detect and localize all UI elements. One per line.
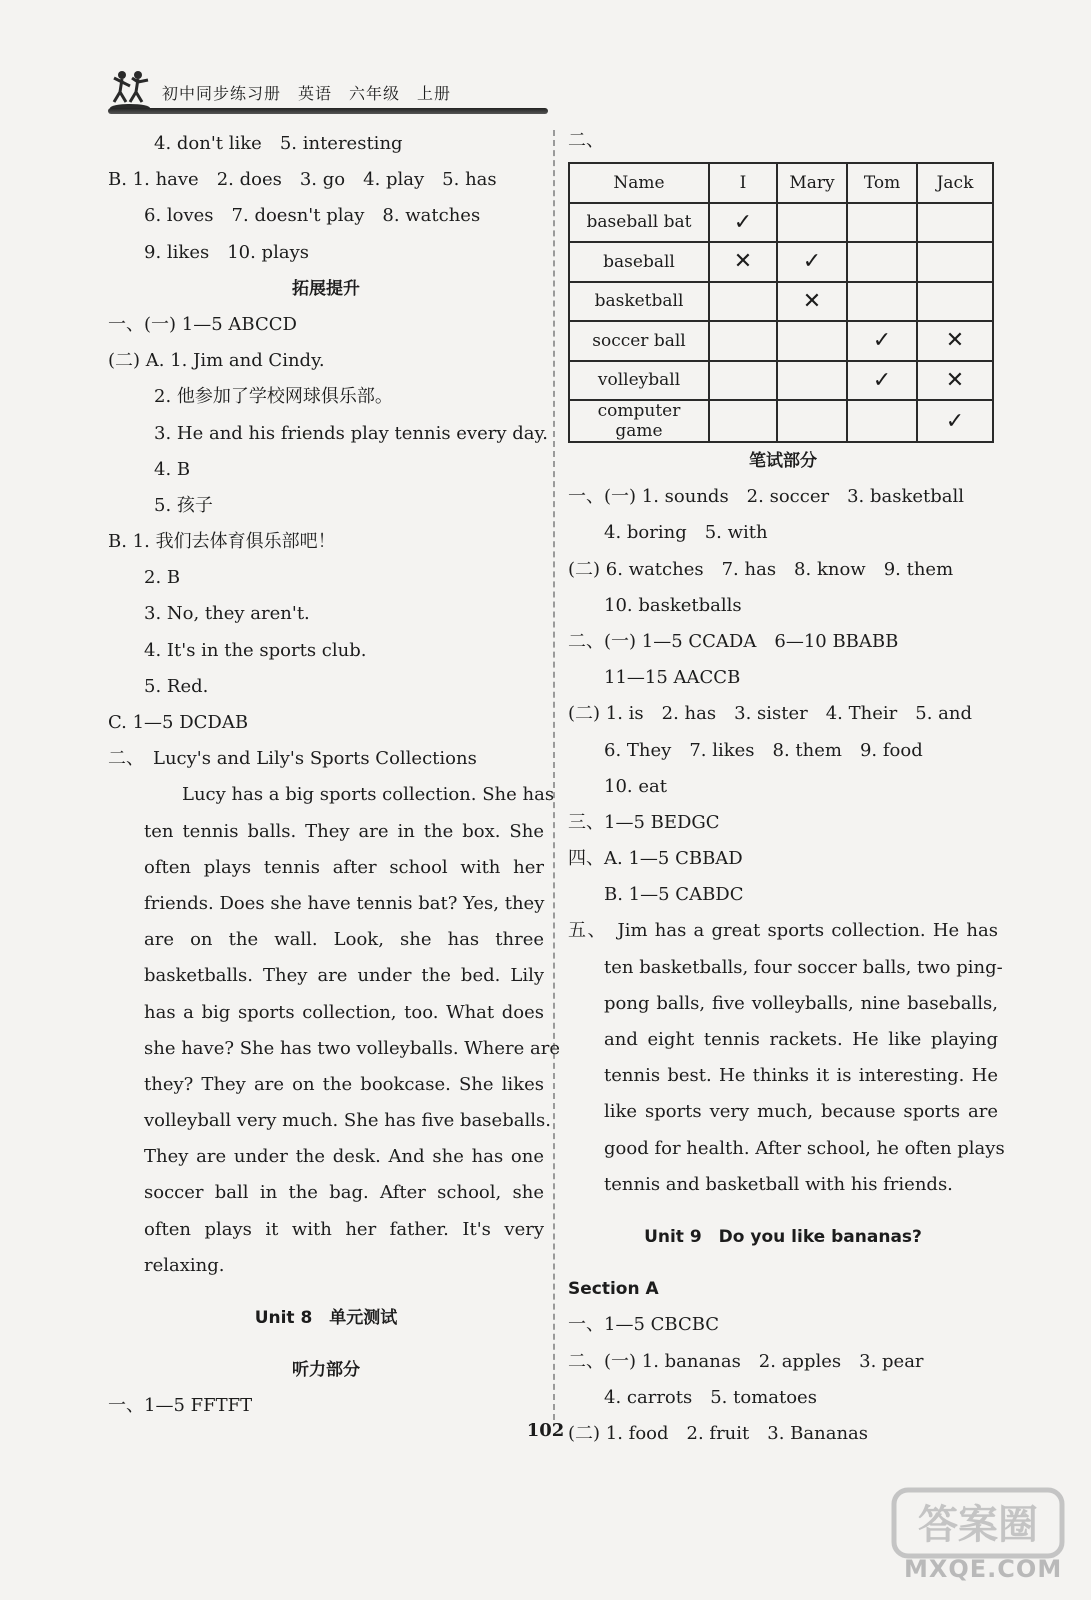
item-cell: volleyball: [569, 361, 709, 401]
survey-table: [568, 162, 994, 443]
answer-line: B. 1. 我们去体育俱乐部吧！: [108, 531, 336, 553]
listening-section-heading: 听力部分: [292, 1360, 360, 1381]
left-column: [108, 126, 561, 1425]
spacer: [108, 1284, 544, 1300]
check-mark-icon: ✓: [847, 361, 917, 401]
answer-line: 4. carrots 5. tomatoes: [604, 1386, 817, 1408]
answer-line: 5. 孩子: [154, 494, 213, 516]
check-mark-icon: ✓: [777, 242, 847, 282]
spacer: [568, 1203, 998, 1219]
right-column: [568, 126, 1005, 1452]
item-cell: baseball bat: [569, 203, 709, 243]
answer-line: B. 1. have 2. does 3. go 4. play 5. has: [108, 169, 497, 191]
unit-9-heading: Unit 9 Do you like bananas?: [644, 1226, 922, 1247]
answer-line: 3. He and his friends play tennis every day.: [154, 422, 549, 444]
runners-logo-icon: [108, 66, 156, 114]
answer-line: 11—15 AACCB: [604, 667, 741, 689]
answer-line: 三、1—5 BEDGC: [568, 811, 720, 833]
cross-mark-icon: ✕: [709, 242, 777, 282]
answer-line: 一、1—5 CBCBC: [568, 1314, 720, 1336]
table-row: [569, 361, 993, 401]
essay-title: 二、 Lucy's and Lily's Sports Collections: [108, 748, 477, 770]
essay-line: like sports very much, because sports are: [604, 1101, 998, 1123]
cross-mark-icon: ✕: [917, 361, 993, 401]
essay-line: pong balls, five volleyballs, nine baseballs,: [604, 992, 998, 1014]
answer-line: (二) A. 1. Jim and Cindy.: [108, 350, 325, 372]
answer-line: 10. basketballs: [604, 594, 742, 616]
mark-cell: [917, 203, 993, 243]
header-cell: I: [709, 163, 777, 203]
section-a-heading: Section A: [568, 1279, 659, 1300]
answer-line: 10. eat: [604, 775, 667, 797]
mark-cell: [709, 400, 777, 442]
table-row: [569, 203, 993, 243]
answer-line: 9. likes 10. plays: [144, 241, 309, 263]
mark-cell: [847, 400, 917, 442]
header-cell: Tom: [847, 163, 917, 203]
header-cell: Mary: [777, 163, 847, 203]
mark-cell: [709, 282, 777, 322]
answer-line: 2. B: [144, 567, 181, 589]
answer-line: C. 1—5 DCDAB: [108, 712, 249, 733]
mark-cell: [777, 203, 847, 243]
answer-line: 4. don't like 5. interesting: [154, 133, 403, 154]
essay-line: tennis and basketball with his friends.: [604, 1173, 953, 1195]
mark-cell: [709, 321, 777, 361]
answer-line: (二) 1. food 2. fruit 3. Bananas: [568, 1422, 869, 1444]
mark-cell: [917, 242, 993, 282]
header-underline: [108, 108, 548, 114]
item-cell: baseball: [569, 242, 709, 282]
answer-line: (二) 1. is 2. has 3. sister 4. Their 5. and: [568, 703, 972, 725]
written-section-heading: 笔试部分: [749, 451, 817, 471]
cross-mark-icon: ✕: [917, 321, 993, 361]
answer-line: 4. boring 5. with: [604, 522, 768, 544]
mark-cell: [847, 282, 917, 322]
essay-line: They are under the desk. And she has one: [144, 1146, 544, 1168]
table-row: [569, 282, 993, 322]
answer-line: 一、(一) 1. sounds 2. soccer 3. basketball: [568, 486, 965, 508]
essay-line: relaxing.: [144, 1254, 225, 1276]
mark-cell: [777, 321, 847, 361]
answer-line: 4. B: [154, 458, 191, 480]
answer-line: 一、1—5 FFTFT: [108, 1395, 253, 1417]
watermark-chars: 答案圈: [918, 1502, 1038, 1548]
mark-cell: [777, 361, 847, 401]
answer-line: 4. It's in the sports club.: [144, 639, 367, 661]
essay-line: has a big sports collection, too. What does: [144, 1001, 544, 1023]
item-cell: basketball: [569, 282, 709, 322]
answer-line: 5. Red.: [144, 675, 209, 697]
essay-line: good for health. After school, he often plays: [604, 1137, 1005, 1159]
table-label: 二、: [568, 130, 604, 151]
essay-line: basketballs. They are under the bed. Lily: [144, 965, 544, 987]
essay-line: volleyball very much. She has five baseballs.: [144, 1110, 551, 1132]
page-number: 102: [526, 1420, 565, 1441]
answer-line: 四、A. 1—5 CBBAD: [568, 848, 743, 870]
essay-line: 五、 Jim has a great sports collection. He has: [568, 920, 998, 942]
item-cell: computer game: [569, 400, 709, 442]
essay-line: friends. Does she have tennis bat? Yes, they: [144, 892, 545, 914]
header-cell: Jack: [917, 163, 993, 203]
answer-line: 3. No, they aren't.: [144, 603, 310, 625]
spacer: [568, 1255, 998, 1271]
section-heading: 拓展提升: [292, 278, 360, 299]
mark-cell: [777, 400, 847, 442]
essay-line: soccer ball in the bag. After school, she: [144, 1182, 544, 1204]
cross-mark-icon: ✕: [777, 282, 847, 322]
answer-line: 6. loves 7. doesn't play 8. watches: [144, 205, 481, 227]
spacer: [108, 1336, 544, 1352]
item-cell: soccer ball: [569, 321, 709, 361]
essay-line: often plays it with her father. It's very: [144, 1218, 544, 1240]
answer-line: (二) 6. watches 7. has 8. know 9. them: [568, 558, 954, 580]
table-row: [569, 400, 993, 442]
essay-line: Lucy has a big sports collection. She has: [182, 784, 555, 806]
answer-line: 二、(一) 1. bananas 2. apples 3. pear: [568, 1350, 924, 1372]
answer-line: 2. 他参加了学校网球俱乐部。: [154, 386, 393, 408]
essay-line: tennis best. He thinks it is interesting. He: [604, 1065, 998, 1087]
essay-line: often plays tennis after school with her: [144, 856, 544, 878]
essay-line: and eight tennis rackets. He like playing: [604, 1029, 998, 1050]
mark-cell: [709, 361, 777, 401]
check-mark-icon: ✓: [917, 400, 993, 442]
answer-line: 一、(一) 1—5 ABCCD: [108, 313, 297, 335]
mark-cell: [917, 282, 993, 322]
essay-line: ten tennis balls. They are in the box. She: [144, 820, 544, 842]
watermark-domain: MXQE.COM: [904, 1555, 1063, 1583]
essay-line: she have? She has two volleyballs. Where are: [144, 1037, 561, 1059]
column-divider: [553, 130, 555, 1420]
unit-8-test-heading: Unit 8 单元测试: [254, 1308, 398, 1328]
answer-line: 6. They 7. likes 8. them 9. food: [604, 739, 923, 761]
mark-cell: [847, 203, 917, 243]
page-header: [108, 62, 548, 114]
table-header-row: [569, 163, 993, 203]
table-row: [569, 242, 993, 282]
table-row: [569, 321, 993, 361]
header-title: 初中同步练习册 英语 六年级 上册: [162, 84, 452, 103]
check-mark-icon: ✓: [847, 321, 917, 361]
essay-line: they? They are on the bookcase. She likes: [144, 1073, 544, 1095]
answer-line: B. 1—5 CABDC: [604, 884, 744, 906]
essay-line: ten basketballs, four soccer balls, two ping-: [604, 956, 1003, 978]
answer-line: 二、(一) 1—5 CCADA 6—10 BBABB: [568, 630, 899, 652]
mark-cell: [847, 242, 917, 282]
header-cell: Name: [569, 163, 709, 203]
check-mark-icon: ✓: [709, 203, 777, 243]
essay-line: are on the wall. Look, she has three: [144, 929, 544, 951]
